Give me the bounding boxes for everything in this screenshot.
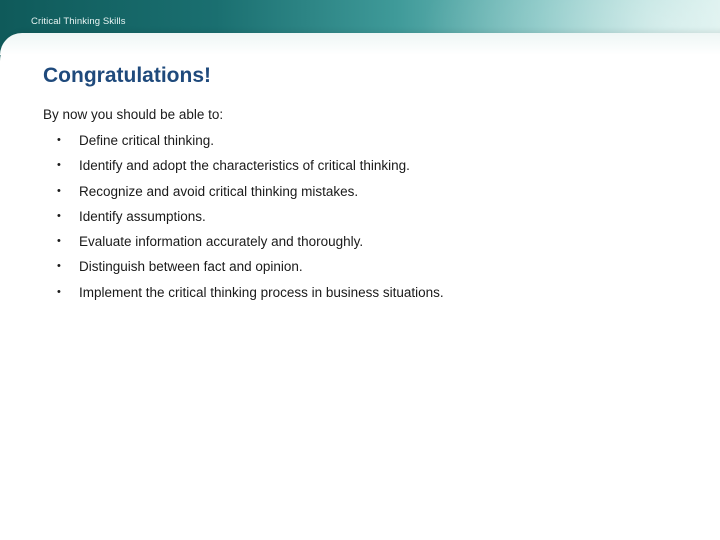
list-item-text: Evaluate information accurately and thoroughly. xyxy=(79,234,364,250)
list-item xyxy=(57,258,444,283)
list-item-text: Identify and adopt the characteristics of critical thinking. xyxy=(79,158,410,174)
list-item xyxy=(57,157,444,182)
list-item-text: Recognize and avoid critical thinking mistakes. xyxy=(79,183,359,199)
bullet-icon: • xyxy=(57,260,61,273)
list-item xyxy=(57,183,444,208)
list-item xyxy=(57,132,444,157)
list-item-text: Implement the critical thinking process in business situations. xyxy=(79,284,444,300)
section-label: Critical Thinking Skills xyxy=(31,16,126,27)
list-item-text: Define critical thinking. xyxy=(79,133,215,148)
list-item-text: Identify assumptions. xyxy=(79,208,206,224)
bullet-icon: • xyxy=(57,235,61,248)
list-item-text: Distinguish between fact and opinion. xyxy=(79,259,303,275)
list-item xyxy=(57,208,444,233)
intro-text: By now you should be able to: xyxy=(43,107,224,122)
list-item xyxy=(57,233,444,258)
bullet-icon: • xyxy=(57,184,61,197)
bullet-icon: • xyxy=(57,134,61,146)
list-item xyxy=(57,284,444,309)
slide-title: Congratulations! xyxy=(43,64,211,87)
bullet-icon: • xyxy=(57,285,61,298)
bullet-icon: • xyxy=(57,209,61,222)
bullet-icon: • xyxy=(57,159,61,172)
objectives-list xyxy=(57,132,444,309)
